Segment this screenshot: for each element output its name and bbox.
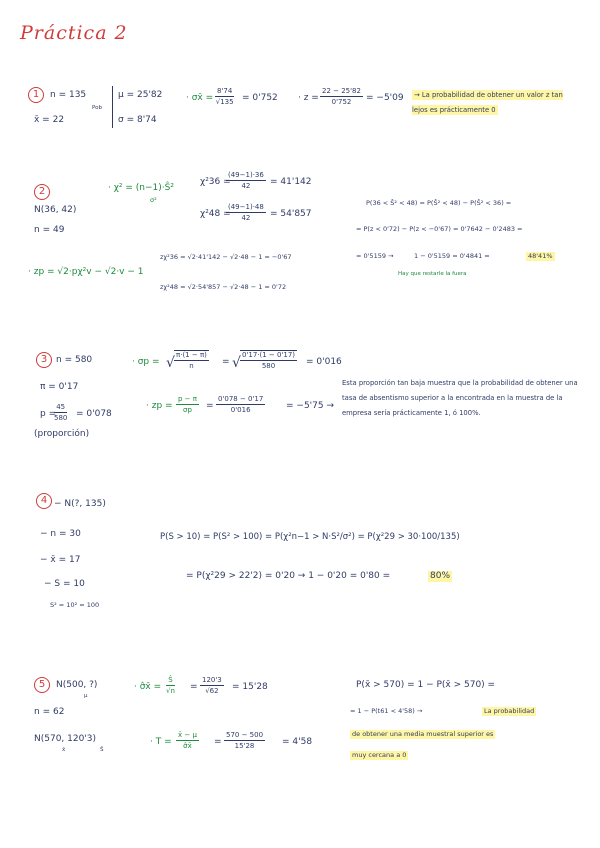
ex5-t-den: σ̂x̄ xyxy=(183,742,192,751)
ex5-sx-num2: 120'3 xyxy=(200,676,224,686)
ex5-sx-result: = 15'28 xyxy=(232,682,268,692)
ex3-zp-label: · zp = xyxy=(146,401,173,411)
ex1-sx-den: √135 xyxy=(215,98,234,107)
ex3-note: Esta proporción tan baja muestra que la probabilidad de obtener una tasa de absentismo superior a la encontrada en la muestra de la empresa sería prácticamente 1, ó 100%. xyxy=(342,379,578,417)
ex5-t-num2: 570 − 500 xyxy=(224,731,265,741)
ex5-sx-fraction-2 xyxy=(200,676,224,695)
ex5-t-eq: = xyxy=(214,737,222,747)
ex1-sx-fraction xyxy=(215,87,234,106)
exercise-1-number: 1 xyxy=(28,87,44,103)
ex2-chi48-den: 42 xyxy=(241,214,251,223)
ex5-note-3: muy cercana a 0 xyxy=(352,751,407,759)
ex2-chi-den: σ² xyxy=(150,196,157,204)
ex4-n: − n = 30 xyxy=(40,529,81,539)
ex4-s: − S = 10 xyxy=(44,579,85,589)
ex3-zp-result: = −5'75 → xyxy=(286,401,334,411)
ex5-note-1: La probabilidad xyxy=(484,707,535,715)
ex2-chi48-label: χ²48 = xyxy=(200,209,231,219)
ex5-sample-s: Ŝ xyxy=(100,747,104,753)
ex5-sample: N(570, 120'3) xyxy=(34,734,97,744)
ex3-zp-num: p − π xyxy=(176,395,199,405)
ex5-t-den2: 15'28 xyxy=(234,742,255,751)
ex5-sx-num: Ŝ xyxy=(166,676,175,686)
ex1-z-result: = −5'09 xyxy=(366,93,404,103)
ex2-note: Hay que restarle la fuera xyxy=(398,271,467,277)
ex1-z-label: · z = xyxy=(298,93,319,103)
ex3-p-result: = 0'078 xyxy=(76,409,112,419)
ex4-result: 80% xyxy=(430,571,451,581)
ex2-chi36-fraction xyxy=(226,171,266,190)
ex3-pi: π = 0'17 xyxy=(40,382,79,392)
ex2-chi36-num: (49−1)·36 xyxy=(226,171,266,181)
ex5-n: n = 62 xyxy=(34,707,65,717)
ex1-xbar: x̄ = 22 xyxy=(34,115,65,125)
ex5-note-2: de obtener una media muestral superior es xyxy=(352,730,494,738)
ex4-eq1: P(S > 10) = P(S² > 100) = P(χ²n−1 > N·S²/σ²) = P(χ²29 > 30·100/135) xyxy=(160,532,460,542)
ex5-sx-fraction xyxy=(166,676,175,695)
ex2-chi36-label: χ²36 = xyxy=(200,177,231,187)
ex5-prob-line2: = 1 − P(t61 < 4'58) → xyxy=(350,707,423,715)
ex3-p-label: p = xyxy=(40,409,57,419)
ex2-chi-formula: · χ² = (n−1)·Ŝ² xyxy=(108,183,174,193)
exercise-5-number: 5 xyxy=(34,677,50,693)
ex1-z-fraction xyxy=(320,87,363,106)
ex3-sp-num: π·(1 − π) xyxy=(174,351,209,361)
ex2-chi36-den: 42 xyxy=(241,182,251,191)
exercise-4-number: 4 xyxy=(36,493,52,509)
ex2-prob-line3a: = 0'5159 → xyxy=(356,252,394,260)
ex5-sx-label: · σ̂x̄ = xyxy=(134,682,162,692)
ex5-prob-line1: P(x̄ > 570) = 1 − P(x̄ > 570) = xyxy=(356,680,496,690)
ex1-z-den: 0'752 xyxy=(331,98,352,107)
ex3-sp-den2: 580 xyxy=(261,362,276,371)
ex3-sqrt-2: √ xyxy=(232,355,241,371)
ex3-n: n = 580 xyxy=(56,355,93,365)
ex5-sx-eq: = xyxy=(190,682,198,692)
ex3-prop-label: (proporción) xyxy=(34,429,90,439)
ex3-sp-num2: 0'17·(1 − 0'17) xyxy=(240,351,297,361)
ex5-t-result: = 4'58 xyxy=(282,737,313,747)
ex2-prob-line1: P(36 < Ŝ² < 48) = P(Ŝ² < 48) − P(Ŝ² < 36) = xyxy=(366,199,512,207)
ex1-divider xyxy=(112,86,113,128)
ex2-z36: zχ²36 = √2·41'142 − √2·48 − 1 = −0'67 xyxy=(160,253,292,261)
ex4-dist: − N(?, 135) xyxy=(54,499,106,509)
page-title: Práctica 2 xyxy=(20,22,128,44)
exercise-3-number: 3 xyxy=(36,352,52,368)
ex5-t-fraction xyxy=(176,731,199,750)
ex2-chi48-fraction xyxy=(226,203,266,222)
ex3-sp-result: = 0'016 xyxy=(306,357,342,367)
ex1-n: n = 135 xyxy=(50,90,87,100)
ex3-sp-fraction xyxy=(174,350,209,370)
ex1-sx-label: · σx̄ = xyxy=(186,93,214,103)
ex3-sqrt-1: √ xyxy=(166,355,175,371)
ex3-zp-den2: 0'016 xyxy=(230,406,251,415)
ex3-zp-num2: 0'078 − 0'17 xyxy=(216,395,265,405)
ex1-note: → La probabilidad de obtener un valor z tan lejos es prácticamente 0 xyxy=(412,91,563,114)
ex5-mu: μ xyxy=(84,693,88,699)
ex5-dist: N(500, ?) xyxy=(56,680,98,690)
ex1-sigma: σ = 8'74 xyxy=(118,115,157,125)
ex4-xbar: − x̄ = 17 xyxy=(40,555,81,565)
ex3-p-num: 45 xyxy=(54,403,67,413)
ex3-sp-den: n xyxy=(189,362,194,371)
ex5-t-label: · T = xyxy=(150,737,172,747)
ex5-sample-x: x̄ xyxy=(62,747,66,753)
ex4-s2: S² = 10² = 100 xyxy=(50,601,100,609)
ex2-prob-line3b: 1 − 0'5159 = 0'4841 = xyxy=(414,252,490,260)
ex3-p-den: 580 xyxy=(54,414,68,423)
ex2-dist: N(36, 42) xyxy=(34,205,77,215)
ex4-eq2: = P(χ²29 > 22'2) = 0'20 → 1 − 0'20 = 0'80 = xyxy=(186,571,391,581)
ex1-sx-num: 8'74 xyxy=(215,87,234,97)
ex3-zp-eq: = xyxy=(206,401,214,411)
ex2-z48: zχ²48 = √2·54'857 − √2·48 − 1 = 0'72 xyxy=(160,283,287,291)
ex2-chi48-num: (49−1)·48 xyxy=(226,203,266,213)
ex3-sp-fraction-2 xyxy=(240,350,297,370)
ex1-mu: μ = 25'82 xyxy=(118,90,163,100)
ex5-t-num: x̄ − μ xyxy=(176,731,199,741)
ex2-prob-line2: = P(z < 0'72) − P(z < −0'67) = 0'7642 − 0'2483 = xyxy=(356,225,523,233)
ex1-sx-result: = 0'752 xyxy=(242,93,278,103)
ex2-chi36-result: = 41'142 xyxy=(270,177,312,187)
ex2-n: n = 49 xyxy=(34,225,65,235)
ex5-t-fraction-2 xyxy=(224,731,265,750)
ex3-zp-fraction-2 xyxy=(216,395,265,414)
ex3-zp-den: σp xyxy=(183,406,192,415)
ex3-p-fraction xyxy=(54,403,67,422)
exercise-2-number: 2 xyxy=(34,184,50,200)
ex5-sx-den: √n xyxy=(166,687,175,696)
ex2-result: 48'41% xyxy=(528,252,553,260)
ex3-sp-eq: = xyxy=(222,357,230,367)
ex1-pob-label: Pob xyxy=(92,105,102,111)
ex3-sp-label: · σp = xyxy=(132,357,160,367)
ex3-zp-fraction xyxy=(176,395,199,414)
ex2-chi48-result: = 54'857 xyxy=(270,209,312,219)
ex2-zp-formula: · zp = √2·pχ²v − √2·v − 1 xyxy=(28,267,144,277)
ex1-z-num: 22 − 25'82 xyxy=(320,87,363,97)
ex5-sx-den2: √62 xyxy=(205,687,219,696)
